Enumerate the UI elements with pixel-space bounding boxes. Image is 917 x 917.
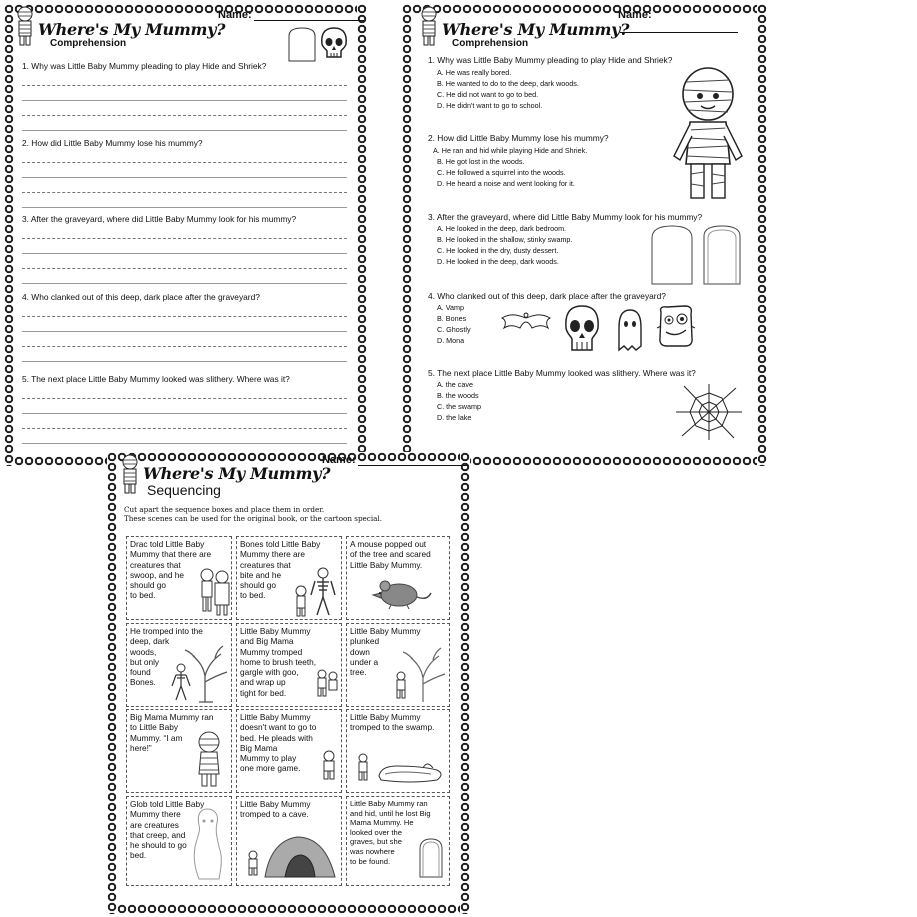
box-line: graves, but she (350, 837, 402, 847)
box-line: deep, dark (130, 636, 170, 647)
option-d[interactable]: D. He didn't want to go to school. (437, 101, 543, 110)
answer-line[interactable] (22, 253, 347, 254)
sheet-title: Where's My Mummy? (442, 20, 630, 39)
answer-line[interactable] (22, 398, 347, 399)
box-line: plunked (350, 636, 380, 647)
box-line: under a (350, 656, 379, 667)
box-line: and Big Mama (240, 636, 294, 647)
box-line: to bed. (240, 590, 266, 601)
box-line: tree. (350, 667, 367, 678)
option-d[interactable]: D. He heard a noise and went looking for it. (437, 179, 575, 188)
answer-line[interactable] (22, 192, 347, 193)
instruction-line: These scenes can be used for the original book, or the cartoon special. (124, 514, 382, 523)
box-line: Little Baby Mummy (240, 799, 311, 809)
box-line: woods, (130, 646, 157, 657)
box-line: Glob told Little Baby (130, 799, 205, 809)
tombstone-icon (286, 26, 318, 62)
question-4: 4. Who clanked out of this deep, dark place after the graveyard? (428, 291, 666, 301)
box-line: was nowhere (350, 846, 395, 856)
box-line: creatures that (240, 559, 291, 570)
box-line: Little Baby Mummy (240, 626, 311, 636)
box-line: gargle with goo, (240, 667, 299, 678)
answer-line[interactable] (22, 331, 347, 332)
sequencing-sheet (107, 452, 470, 914)
name-label: Name: (618, 9, 652, 21)
mummy-illustration (664, 64, 752, 204)
tree-and-mummy-icon (385, 644, 447, 704)
question-3: 3. After the graveyard, where did Little Baby Mummy look for his mummy? (22, 214, 297, 224)
option-b[interactable]: B. Bones (437, 314, 467, 323)
box-line: tromped to a cave. (240, 809, 309, 820)
answer-line[interactable] (22, 100, 347, 101)
option-c[interactable]: C. Ghostly (437, 325, 471, 334)
answer-line[interactable] (22, 162, 347, 163)
sheet-title: Where's My Mummy? (38, 20, 226, 39)
box-line: Little Baby Mummy (350, 712, 421, 722)
answer-line[interactable] (22, 177, 347, 178)
box-line: found (130, 667, 151, 678)
sheet-title: Where's My Mummy? (143, 464, 331, 483)
mouse-icon (371, 577, 433, 611)
box-line: and wrap up (240, 677, 286, 688)
box-line: Mama Mummy. He (350, 818, 414, 828)
box-line: Big Mama (240, 742, 278, 753)
sequence-box-2[interactable] (236, 536, 342, 620)
pumpkin-border-bottom (107, 904, 470, 914)
ghost-icon (615, 308, 645, 352)
monster-icon (655, 304, 697, 348)
answer-line[interactable] (22, 361, 347, 362)
sheet-subtitle: Comprehension (50, 38, 127, 49)
answer-line[interactable] (22, 85, 347, 86)
bones-and-mummy-icon (293, 567, 337, 617)
box-line: He tromped into the (130, 626, 203, 636)
spider-web-icon (674, 382, 744, 442)
sequence-box-12[interactable] (346, 796, 450, 886)
box-line: bed. He pleads with (240, 732, 313, 743)
sequence-box-6[interactable] (346, 623, 450, 707)
box-line: should go (130, 580, 166, 591)
option-a[interactable]: A. He looked in the deep, dark bedroom. (437, 224, 567, 233)
box-line: to be found. (350, 856, 391, 866)
box-line: Little Baby Mummy ran (350, 799, 428, 808)
box-line: Mummy that there are (130, 549, 212, 560)
glob-ghost-icon (191, 807, 225, 883)
sheet-subtitle: Sequencing (147, 482, 221, 498)
box-line: Bones told Little Baby (240, 539, 321, 549)
swamp-icon (351, 746, 447, 786)
box-line: Mummy there are (240, 549, 306, 560)
box-line: here!” (130, 742, 152, 753)
name-field[interactable] (618, 9, 767, 33)
tombstone-icon (417, 837, 445, 879)
box-line: Little Baby Mummy. (350, 559, 423, 570)
box-line: to Little Baby (130, 722, 178, 733)
option-d[interactable]: D. Mona (437, 336, 465, 345)
answer-line[interactable] (22, 413, 347, 414)
option-c[interactable]: C. He followed a squirrel into the woods. (437, 168, 566, 177)
option-c[interactable]: C. He looked in the dry, dusty dessert. (437, 246, 559, 255)
mummy-icon (14, 6, 36, 46)
box-line: looked over the (350, 827, 402, 837)
sequence-box-10[interactable] (126, 796, 232, 886)
sequence-box-5[interactable] (236, 623, 342, 707)
question-5: 5. The next place Little Baby Mummy looked was slithery. Where was it? (22, 374, 290, 384)
option-a[interactable]: A. He ran and hid while playing Hide and Shriek. (433, 146, 588, 155)
answer-line[interactable] (22, 130, 347, 131)
answer-line[interactable] (22, 283, 347, 284)
sequence-box-9[interactable] (346, 709, 450, 793)
mummy-icon (321, 750, 337, 780)
box-line: that creep, and (130, 829, 186, 840)
box-line: and hid, until he lost Big (350, 808, 431, 818)
question-2: 2. How did Little Baby Mummy lose his mummy? (428, 133, 609, 143)
option-b[interactable]: B. He wanted to do to the deep, dark woods. (437, 79, 579, 88)
box-line: Mummy to play (240, 753, 297, 764)
name-field[interactable] (322, 454, 468, 466)
sheet-subtitle: Comprehension (452, 38, 529, 49)
box-line: Mummy. “I am (130, 732, 183, 743)
option-b[interactable]: B. He got lost in the woods. (437, 157, 525, 166)
answer-line[interactable] (22, 443, 347, 444)
sequence-box-3[interactable] (346, 536, 450, 620)
box-line: tromped to the swamp. (350, 722, 435, 733)
sequence-box-11[interactable] (236, 796, 342, 886)
sequence-box-1[interactable] (126, 536, 232, 620)
box-line: he should to go (130, 840, 187, 851)
comprehension-sheet-lined (4, 4, 367, 466)
box-line: Little Baby Mummy (240, 712, 311, 722)
sequence-box-7[interactable] (126, 709, 232, 793)
answer-line[interactable] (22, 428, 347, 429)
option-a[interactable]: A. Vamp (437, 303, 465, 312)
cave-icon (241, 831, 339, 879)
box-line: bed. (130, 850, 147, 861)
question-5: 5. The next place Little Baby Mummy looked was slithery. Where was it? (428, 368, 696, 378)
box-line: Bones. (130, 677, 156, 688)
box-line: bite and he (240, 569, 282, 580)
instructions (124, 505, 382, 523)
tree-and-bones-icon (167, 642, 231, 704)
box-line: creatures that (130, 559, 181, 570)
box-line: Big Mama Mummy ran (130, 712, 214, 722)
question-3: 3. After the graveyard, where did Little Baby Mummy look for his mummy? (428, 212, 703, 222)
answer-line[interactable] (22, 207, 347, 208)
big-mama-mummy-icon (193, 730, 225, 788)
sequence-box-8[interactable] (236, 709, 342, 793)
pumpkin-border-left (4, 4, 14, 466)
question-1: 1. Why was Little Baby Mummy pleading to play Hide and Shriek? (428, 55, 673, 65)
option-c[interactable]: C. He did not want to go to bed. (437, 90, 539, 99)
box-line: are creatures (130, 819, 179, 830)
option-a[interactable]: A. He was really bored. (437, 68, 512, 77)
box-line: A mouse popped out (350, 539, 427, 549)
skull-icon (563, 304, 601, 354)
answer-line[interactable] (22, 346, 347, 347)
pumpkin-border-left (402, 4, 412, 466)
box-line: of the tree and scared (350, 549, 431, 560)
answer-line[interactable] (22, 115, 347, 116)
tombstones-icon (648, 224, 748, 286)
question-1: 1. Why was Little Baby Mummy pleading to play Hide and Shriek? (22, 61, 267, 71)
option-b[interactable]: B. the woods (437, 391, 479, 400)
instruction-line: Cut apart the sequence boxes and place them in order. (124, 505, 325, 514)
question-2: 2. How did Little Baby Mummy lose his mummy? (22, 138, 203, 148)
mummy-icon (418, 6, 440, 46)
name-label: Name: (218, 9, 252, 21)
box-line: home to brush teeth, (240, 656, 317, 667)
mummies-icon (315, 668, 339, 698)
box-line: Little Baby Mummy (350, 626, 421, 636)
answer-line[interactable] (22, 238, 347, 239)
answer-line[interactable] (22, 268, 347, 269)
option-d[interactable]: D. the lake (437, 413, 472, 422)
pumpkin-border-right (357, 4, 367, 466)
box-line: tight for bed. (240, 687, 287, 698)
skull-icon (319, 26, 349, 60)
option-c[interactable]: C. the swamp (437, 402, 481, 411)
box-line: swoop, and he (130, 569, 184, 580)
sequence-box-4[interactable] (126, 623, 232, 707)
drac-and-mummy-icon (197, 565, 231, 617)
box-line: Mummy there (130, 809, 181, 820)
pumpkin-border-left (107, 452, 117, 914)
box-line: doesn't want to go to (240, 722, 317, 733)
box-line: down (350, 646, 370, 657)
answer-line[interactable] (22, 316, 347, 317)
mummy-icon (119, 454, 141, 494)
comprehension-sheet-multiple-choice (402, 4, 767, 466)
question-4: 4. Who clanked out of this deep, dark place after the graveyard? (22, 292, 260, 302)
pumpkin-border-right (757, 4, 767, 466)
box-line: one more game. (240, 763, 301, 774)
box-line: Drac told Little Baby (130, 539, 205, 549)
box-line: should go (240, 580, 276, 591)
box-line: to bed. (130, 590, 156, 601)
option-d[interactable]: D. He looked in the deep, dark woods. (437, 257, 559, 266)
box-line: Mummy tromped (240, 646, 303, 657)
option-b[interactable]: B. He looked in the shallow, stinky swamp. (437, 235, 573, 244)
option-a[interactable]: A. the cave (437, 380, 473, 389)
bat-icon (500, 310, 552, 334)
name-field[interactable] (218, 9, 364, 21)
box-line: but only (130, 656, 160, 667)
pumpkin-border-right (460, 452, 470, 914)
name-label: Name: (322, 454, 356, 466)
